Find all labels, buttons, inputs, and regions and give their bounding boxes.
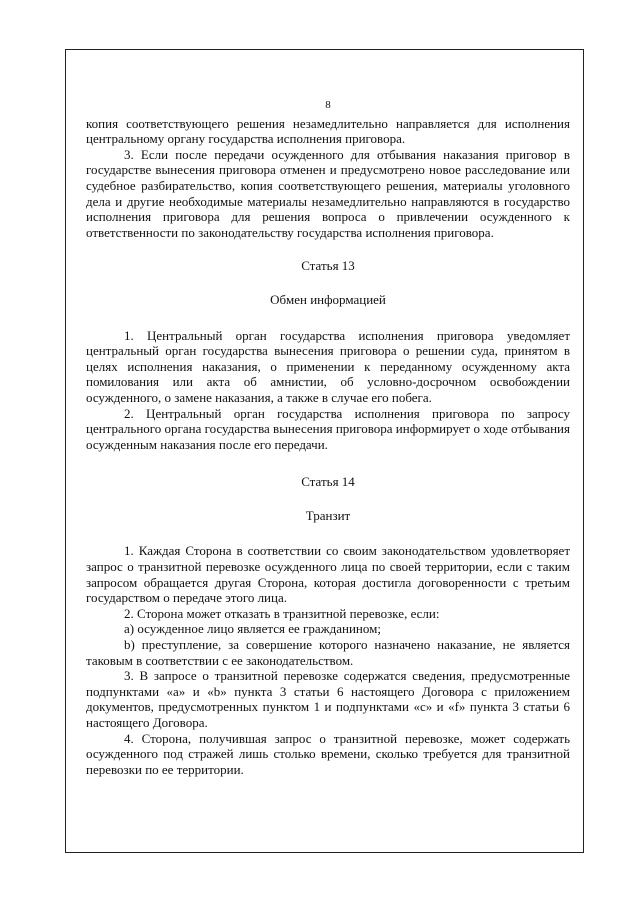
article-14-subitem-a: а) осужденное лицо является ее гражданином; — [124, 621, 381, 637]
article-14-paragraph-3: 3. В запросе о транзитной перевозке содержатся сведения, предусмотренные подпунктами «а» и «b» пункта 3 статьи 6 настоящего Договора с приложением документов, предусмотренных пунктом 1 и подпунктами «с» и «f» пункта 3 статьи 6 настоящего Договора. — [86, 668, 570, 730]
document-body — [86, 98, 570, 777]
article-14-paragraph-4: 4. Сторона, получившая запрос о транзитной перевозке, может содержать осужденного под стражей лишь столько времени, сколько требуется для транзитной перевозки по ее территории. — [86, 730, 570, 777]
page-number: 8 — [325, 99, 331, 111]
article-14-title: Транзит — [305, 507, 351, 523]
article-13-title: Обмен информацией — [270, 291, 386, 307]
article-13-paragraph-2: 2. Центральный орган государства исполнения приговора по запросу центрального органа государства вынесения приговора информирует о ходе отбывания осужденным наказания после его передачи. — [86, 405, 570, 452]
article-14-paragraph-2: 2. Сторона может отказать в транзитной перевозке, если: — [124, 605, 440, 621]
paragraph-item-3: 3. Если после передачи осужденного для отбывания наказания приговор в государстве вынесения приговора отменен и предусмотрено новое расследование или судебное разбирательство, копия соответствующего решения, материалы уголовного дела и другие необходимые материалы незамедлительно направляются в государство исполнения приговора для решения вопроса о привлечении осужденного к ответственности по законодательству государства исполнения приговора. — [86, 146, 570, 240]
paragraph-continuation: копия соответствующего решения незамедлительно направляется для исполнения центральному органу государства исполнения приговора. — [86, 115, 570, 147]
article-13-number: Статья 13 — [301, 258, 355, 274]
article-14-paragraph-1: 1. Каждая Сторона в соответствии со своим законодательством удовлетворяет запрос о транзитной перевозке осужденного лица по своей территории, если с таким запросом обращается другая Сторона, которая достигла договоренности с третьим государством о передаче этого лица. — [86, 543, 570, 606]
article-13-paragraph-1: 1. Центральный орган государства исполнения приговора уведомляет центральный орган государства вынесения приговора о решении суда, принятом в целях исполнения наказания, о применении к переданному осужденному акта помилования или акта об амнистии, об условно-досрочном освобождении осужденного, о замене наказания, а также в случае его побега. — [86, 327, 570, 405]
article-14-number: Статья 14 — [301, 474, 355, 490]
article-14-subitem-b: b) преступление, за совершение которого назначено наказание, не является таковым в соответствии с ее законодательством. — [86, 637, 570, 668]
